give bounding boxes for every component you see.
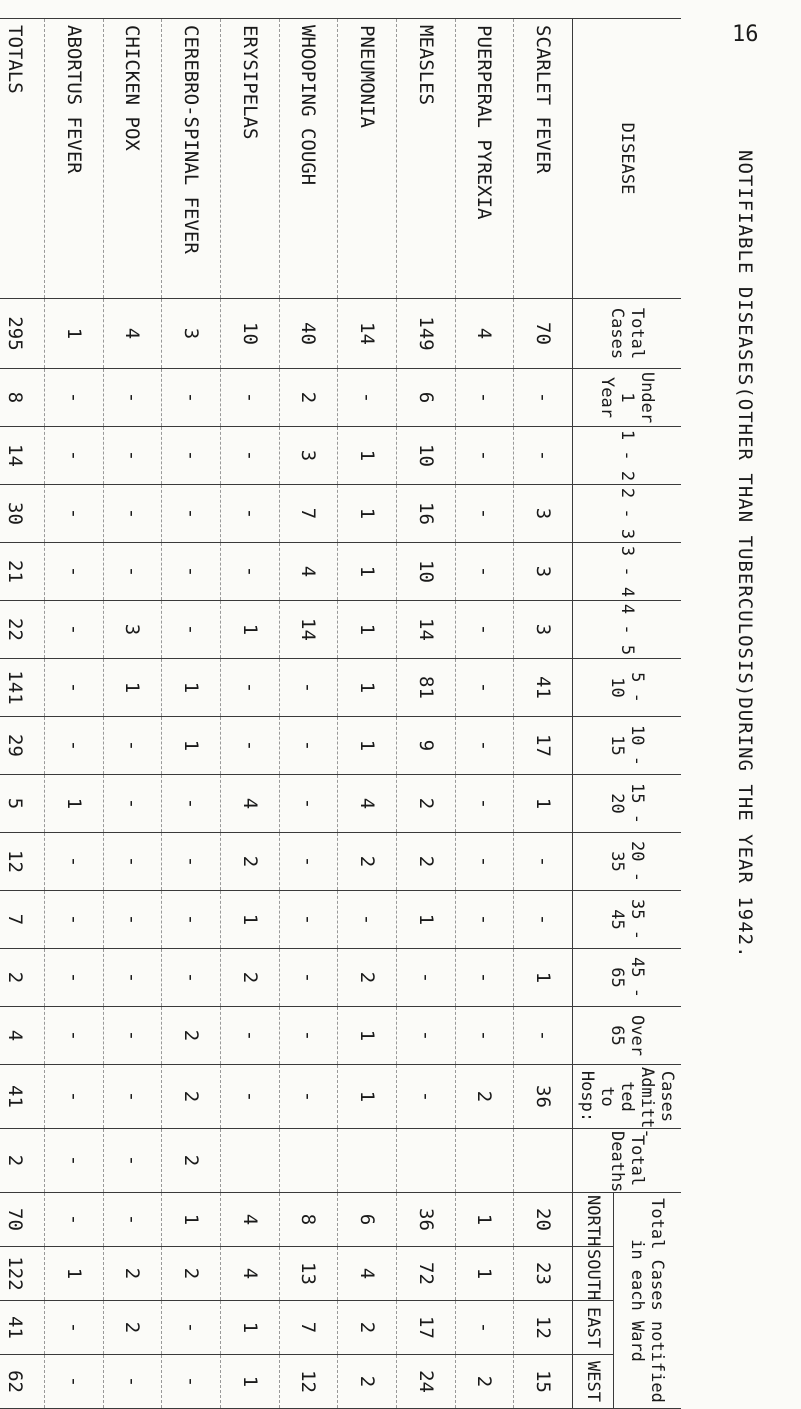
ward-cell: 1 bbox=[455, 1193, 514, 1247]
age-group-cell: - bbox=[455, 891, 514, 949]
header-age-4: 4 - 5 bbox=[573, 601, 682, 659]
ward-cell: 2 bbox=[103, 1301, 162, 1355]
age-group-cell: 41 bbox=[514, 659, 573, 717]
disease-name: CEREBRO-SPINAL FEVER bbox=[162, 19, 221, 299]
header-disease: DISEASE bbox=[573, 19, 682, 299]
header-age-8: 20 - 35 bbox=[573, 833, 682, 891]
totals-ward-cell: 122 bbox=[0, 1247, 44, 1301]
age-group-cell: 4 bbox=[220, 775, 279, 833]
age-group-cell: 4 bbox=[338, 775, 397, 833]
age-group-cell: - bbox=[220, 659, 279, 717]
disease-name: SCARLET FEVER bbox=[514, 19, 573, 299]
notifiable-diseases-table bbox=[0, 18, 681, 1409]
age-group-cell: 1 bbox=[220, 891, 279, 949]
age-group-cell: - bbox=[338, 891, 397, 949]
age-group-cell: 1 bbox=[220, 601, 279, 659]
age-group-cell: 2 bbox=[162, 1007, 221, 1065]
table-row bbox=[338, 19, 397, 1409]
age-group-cell: - bbox=[103, 485, 162, 543]
age-group-cell: - bbox=[220, 427, 279, 485]
header-ward-south: SOUTH bbox=[573, 1247, 614, 1301]
table-row bbox=[162, 19, 221, 1409]
age-group-cell: - bbox=[514, 369, 573, 427]
totals-label: TOTALS bbox=[0, 19, 44, 299]
age-group-cell: 3 bbox=[514, 485, 573, 543]
age-group-cell: - bbox=[103, 949, 162, 1007]
ward-cell: 12 bbox=[514, 1301, 573, 1355]
age-group-cell: - bbox=[103, 891, 162, 949]
totals-ward-cell: 62 bbox=[0, 1355, 44, 1409]
totals-deaths-cell: 2 bbox=[0, 1129, 44, 1193]
header-wards-group: Total Cases notified in each Ward bbox=[613, 1193, 681, 1409]
age-group-cell: 1 bbox=[44, 775, 103, 833]
totals-admitted-cell: 41 bbox=[0, 1065, 44, 1129]
ward-cell: 36 bbox=[396, 1193, 455, 1247]
age-group-cell: - bbox=[338, 369, 397, 427]
age-group-cell: - bbox=[220, 717, 279, 775]
ward-cell: 4 bbox=[220, 1247, 279, 1301]
age-group-cell: - bbox=[103, 833, 162, 891]
ward-cell: 15 bbox=[514, 1355, 573, 1409]
age-group-cell: 1 bbox=[338, 1007, 397, 1065]
header-age-1: 1 - 2 bbox=[573, 427, 682, 485]
age-group-cell: - bbox=[279, 659, 338, 717]
age-group-cell: - bbox=[455, 949, 514, 1007]
age-group-cell: 81 bbox=[396, 659, 455, 717]
admitted-cell: - bbox=[396, 1065, 455, 1129]
table-row bbox=[103, 19, 162, 1409]
age-group-cell: - bbox=[162, 601, 221, 659]
age-group-cell: - bbox=[162, 833, 221, 891]
age-group-cell: 2 bbox=[279, 369, 338, 427]
age-group-cell: - bbox=[455, 601, 514, 659]
age-group-cell: 2 bbox=[396, 833, 455, 891]
total-cases-cell: 4 bbox=[455, 299, 514, 369]
age-group-cell: - bbox=[455, 833, 514, 891]
age-group-cell: 1 bbox=[338, 601, 397, 659]
ward-cell: 1 bbox=[220, 1355, 279, 1409]
ward-cell: 8 bbox=[279, 1193, 338, 1247]
totals-age-cell: 141 bbox=[0, 659, 44, 717]
age-group-cell: 3 bbox=[279, 427, 338, 485]
admitted-cell: - bbox=[103, 1065, 162, 1129]
age-group-cell: 9 bbox=[396, 717, 455, 775]
age-group-cell: - bbox=[220, 1007, 279, 1065]
admitted-cell: 1 bbox=[338, 1065, 397, 1129]
ward-cell: - bbox=[162, 1355, 221, 1409]
ward-cell: - bbox=[103, 1193, 162, 1247]
disease-name: MEASLES bbox=[396, 19, 455, 299]
age-group-cell: 16 bbox=[396, 485, 455, 543]
age-group-cell: 1 bbox=[338, 659, 397, 717]
age-group-cell: - bbox=[279, 775, 338, 833]
header-admitted: Cases Admitt- ted to Hosp: bbox=[573, 1065, 682, 1129]
age-group-cell: - bbox=[279, 833, 338, 891]
totals-age-cell: 5 bbox=[0, 775, 44, 833]
totals-age-cell: 21 bbox=[0, 543, 44, 601]
header-age-3: 3 - 4 bbox=[573, 543, 682, 601]
header-deaths: Total Deaths bbox=[573, 1129, 682, 1193]
totals-ward-cell: 41 bbox=[0, 1301, 44, 1355]
age-group-cell: - bbox=[455, 717, 514, 775]
age-group-cell: 10 bbox=[396, 543, 455, 601]
deaths-cell bbox=[455, 1129, 514, 1193]
age-group-cell: 17 bbox=[514, 717, 573, 775]
age-group-cell: 1 bbox=[514, 949, 573, 1007]
totals-row bbox=[0, 19, 44, 1409]
ward-cell: 20 bbox=[514, 1193, 573, 1247]
deaths-cell bbox=[220, 1129, 279, 1193]
ward-cell: 1 bbox=[44, 1247, 103, 1301]
total-cases-cell: 10 bbox=[220, 299, 279, 369]
age-group-cell: - bbox=[44, 1007, 103, 1065]
ward-cell: 7 bbox=[279, 1301, 338, 1355]
disease-name: CHICKEN POX bbox=[103, 19, 162, 299]
age-group-cell: - bbox=[44, 659, 103, 717]
age-group-cell: - bbox=[103, 1007, 162, 1065]
age-group-cell: - bbox=[162, 775, 221, 833]
page-title: NOTIFIABLE DISEASES(OTHER THAN TUBERCULOSIS)DURING THE YEAR 1942. bbox=[734, 150, 756, 959]
age-group-cell: - bbox=[279, 949, 338, 1007]
rotated-table-wrapper bbox=[4, 18, 681, 1403]
age-group-cell: 1 bbox=[338, 543, 397, 601]
table-row bbox=[220, 19, 279, 1409]
age-group-cell: - bbox=[279, 891, 338, 949]
age-group-cell: - bbox=[514, 1007, 573, 1065]
admitted-cell: - bbox=[220, 1065, 279, 1129]
totals-age-cell: 2 bbox=[0, 949, 44, 1007]
total-cases-cell: 14 bbox=[338, 299, 397, 369]
age-group-cell: 1 bbox=[338, 485, 397, 543]
ward-cell: 4 bbox=[220, 1193, 279, 1247]
totals-age-cell: 7 bbox=[0, 891, 44, 949]
disease-name: PNEUMONIA bbox=[338, 19, 397, 299]
disease-name: ERYSIPELAS bbox=[220, 19, 279, 299]
ward-cell: 4 bbox=[338, 1247, 397, 1301]
age-group-cell: - bbox=[396, 1007, 455, 1065]
ward-cell: 23 bbox=[514, 1247, 573, 1301]
totals-age-cell: 22 bbox=[0, 601, 44, 659]
age-group-cell: - bbox=[103, 717, 162, 775]
age-group-cell: 3 bbox=[514, 601, 573, 659]
ward-cell: 12 bbox=[279, 1355, 338, 1409]
totals-age-cell: 12 bbox=[0, 833, 44, 891]
age-group-cell: - bbox=[162, 369, 221, 427]
age-group-cell: - bbox=[396, 949, 455, 1007]
header-age-5: 5 - 10 bbox=[573, 659, 682, 717]
age-group-cell: - bbox=[455, 659, 514, 717]
age-group-cell: 7 bbox=[279, 485, 338, 543]
admitted-cell: - bbox=[279, 1065, 338, 1129]
deaths-cell: - bbox=[103, 1129, 162, 1193]
age-group-cell: - bbox=[162, 485, 221, 543]
age-group-cell: - bbox=[279, 1007, 338, 1065]
age-group-cell: - bbox=[162, 427, 221, 485]
ward-cell: 72 bbox=[396, 1247, 455, 1301]
header-age-11: Over 65 bbox=[573, 1007, 682, 1065]
ward-cell: 17 bbox=[396, 1301, 455, 1355]
ward-cell: - bbox=[103, 1355, 162, 1409]
header-age-0: Under 1 Year bbox=[573, 369, 682, 427]
ward-cell: 2 bbox=[455, 1355, 514, 1409]
deaths-cell bbox=[396, 1129, 455, 1193]
age-group-cell: 3 bbox=[514, 543, 573, 601]
age-group-cell: - bbox=[514, 833, 573, 891]
table-row bbox=[455, 19, 514, 1409]
header-age-10: 45 - 65 bbox=[573, 949, 682, 1007]
totals-total-cell: 295 bbox=[0, 299, 44, 369]
age-group-cell: 2 bbox=[338, 949, 397, 1007]
age-group-cell: 2 bbox=[220, 949, 279, 1007]
ward-cell: 6 bbox=[338, 1193, 397, 1247]
age-group-cell: 6 bbox=[396, 369, 455, 427]
ward-cell: - bbox=[162, 1301, 221, 1355]
header-age-9: 35 - 45 bbox=[573, 891, 682, 949]
age-group-cell: 10 bbox=[396, 427, 455, 485]
age-group-cell: - bbox=[455, 775, 514, 833]
age-group-cell: - bbox=[103, 543, 162, 601]
table-row bbox=[44, 19, 103, 1409]
age-group-cell: 4 bbox=[279, 543, 338, 601]
table-body bbox=[0, 19, 573, 1409]
totals-age-cell: 30 bbox=[0, 485, 44, 543]
age-group-cell: - bbox=[103, 775, 162, 833]
age-group-cell: - bbox=[44, 833, 103, 891]
disease-name: WHOOPING COUGH bbox=[279, 19, 338, 299]
ward-cell: - bbox=[44, 1301, 103, 1355]
age-group-cell: 1 bbox=[396, 891, 455, 949]
header-age-2: 2 - 3 bbox=[573, 485, 682, 543]
total-cases-cell: 70 bbox=[514, 299, 573, 369]
age-group-cell: - bbox=[44, 543, 103, 601]
age-group-cell: - bbox=[455, 485, 514, 543]
ward-cell: 2 bbox=[103, 1247, 162, 1301]
ward-cell: 1 bbox=[455, 1247, 514, 1301]
age-group-cell: - bbox=[220, 485, 279, 543]
age-group-cell: - bbox=[279, 717, 338, 775]
totals-age-cell: 4 bbox=[0, 1007, 44, 1065]
age-group-cell: - bbox=[162, 949, 221, 1007]
age-group-cell: - bbox=[455, 543, 514, 601]
totals-age-cell: 8 bbox=[0, 369, 44, 427]
age-group-cell: - bbox=[44, 369, 103, 427]
age-group-cell: - bbox=[514, 891, 573, 949]
age-group-cell: - bbox=[220, 369, 279, 427]
ward-cell: 24 bbox=[396, 1355, 455, 1409]
total-cases-cell: 4 bbox=[103, 299, 162, 369]
age-group-cell: - bbox=[103, 369, 162, 427]
header-ward-west: WEST bbox=[573, 1355, 614, 1409]
age-group-cell: 1 bbox=[162, 659, 221, 717]
age-group-cell: 14 bbox=[279, 601, 338, 659]
age-group-cell: 3 bbox=[103, 601, 162, 659]
deaths-cell bbox=[514, 1129, 573, 1193]
age-group-cell: 1 bbox=[162, 717, 221, 775]
age-group-cell: 1 bbox=[514, 775, 573, 833]
ward-cell: 2 bbox=[338, 1355, 397, 1409]
total-cases-cell: 149 bbox=[396, 299, 455, 369]
age-group-cell: 14 bbox=[396, 601, 455, 659]
header-age-6: 10 - 15 bbox=[573, 717, 682, 775]
totals-ward-cell: 70 bbox=[0, 1193, 44, 1247]
total-cases-cell: 1 bbox=[44, 299, 103, 369]
age-group-cell: 2 bbox=[396, 775, 455, 833]
deaths-cell: 2 bbox=[162, 1129, 221, 1193]
age-group-cell: - bbox=[162, 891, 221, 949]
header-total-cases: Total Cases bbox=[573, 299, 682, 369]
deaths-cell: - bbox=[44, 1129, 103, 1193]
table-row bbox=[514, 19, 573, 1409]
age-group-cell: 1 bbox=[338, 427, 397, 485]
header-ward-east: EAST bbox=[573, 1301, 614, 1355]
age-group-cell: - bbox=[44, 949, 103, 1007]
ward-cell: - bbox=[44, 1193, 103, 1247]
deaths-cell bbox=[279, 1129, 338, 1193]
deaths-cell bbox=[338, 1129, 397, 1193]
age-group-cell: - bbox=[455, 369, 514, 427]
age-group-cell: 1 bbox=[338, 717, 397, 775]
age-group-cell: - bbox=[44, 717, 103, 775]
ward-cell: 13 bbox=[279, 1247, 338, 1301]
age-group-cell: 1 bbox=[103, 659, 162, 717]
age-group-cell: - bbox=[514, 427, 573, 485]
ward-cell: 1 bbox=[220, 1301, 279, 1355]
admitted-cell: 2 bbox=[162, 1065, 221, 1129]
age-group-cell: - bbox=[455, 427, 514, 485]
age-group-cell: - bbox=[44, 427, 103, 485]
table-row bbox=[396, 19, 455, 1409]
age-group-cell: - bbox=[44, 601, 103, 659]
ward-cell: 2 bbox=[162, 1247, 221, 1301]
ward-cell: 1 bbox=[162, 1193, 221, 1247]
admitted-cell: 2 bbox=[455, 1065, 514, 1129]
age-group-cell: 2 bbox=[220, 833, 279, 891]
total-cases-cell: 40 bbox=[279, 299, 338, 369]
age-group-cell: - bbox=[220, 543, 279, 601]
table-row bbox=[279, 19, 338, 1409]
page-number: 16 bbox=[732, 22, 759, 47]
age-group-cell: - bbox=[44, 485, 103, 543]
age-group-cell: - bbox=[455, 1007, 514, 1065]
disease-name: PUERPERAL PYREXIA bbox=[455, 19, 514, 299]
totals-age-cell: 29 bbox=[0, 717, 44, 775]
age-group-cell: - bbox=[44, 891, 103, 949]
ward-cell: 2 bbox=[338, 1301, 397, 1355]
ward-cell: - bbox=[44, 1355, 103, 1409]
totals-age-cell: 14 bbox=[0, 427, 44, 485]
header-age-7: 15 - 20 bbox=[573, 775, 682, 833]
admitted-cell: - bbox=[44, 1065, 103, 1129]
age-group-cell: - bbox=[162, 543, 221, 601]
total-cases-cell: 3 bbox=[162, 299, 221, 369]
header-ward-north: NORTH bbox=[573, 1193, 614, 1247]
admitted-cell: 36 bbox=[514, 1065, 573, 1129]
age-group-cell: - bbox=[103, 427, 162, 485]
age-group-cell: 2 bbox=[338, 833, 397, 891]
disease-name: ABORTUS FEVER bbox=[44, 19, 103, 299]
ward-cell: - bbox=[455, 1301, 514, 1355]
